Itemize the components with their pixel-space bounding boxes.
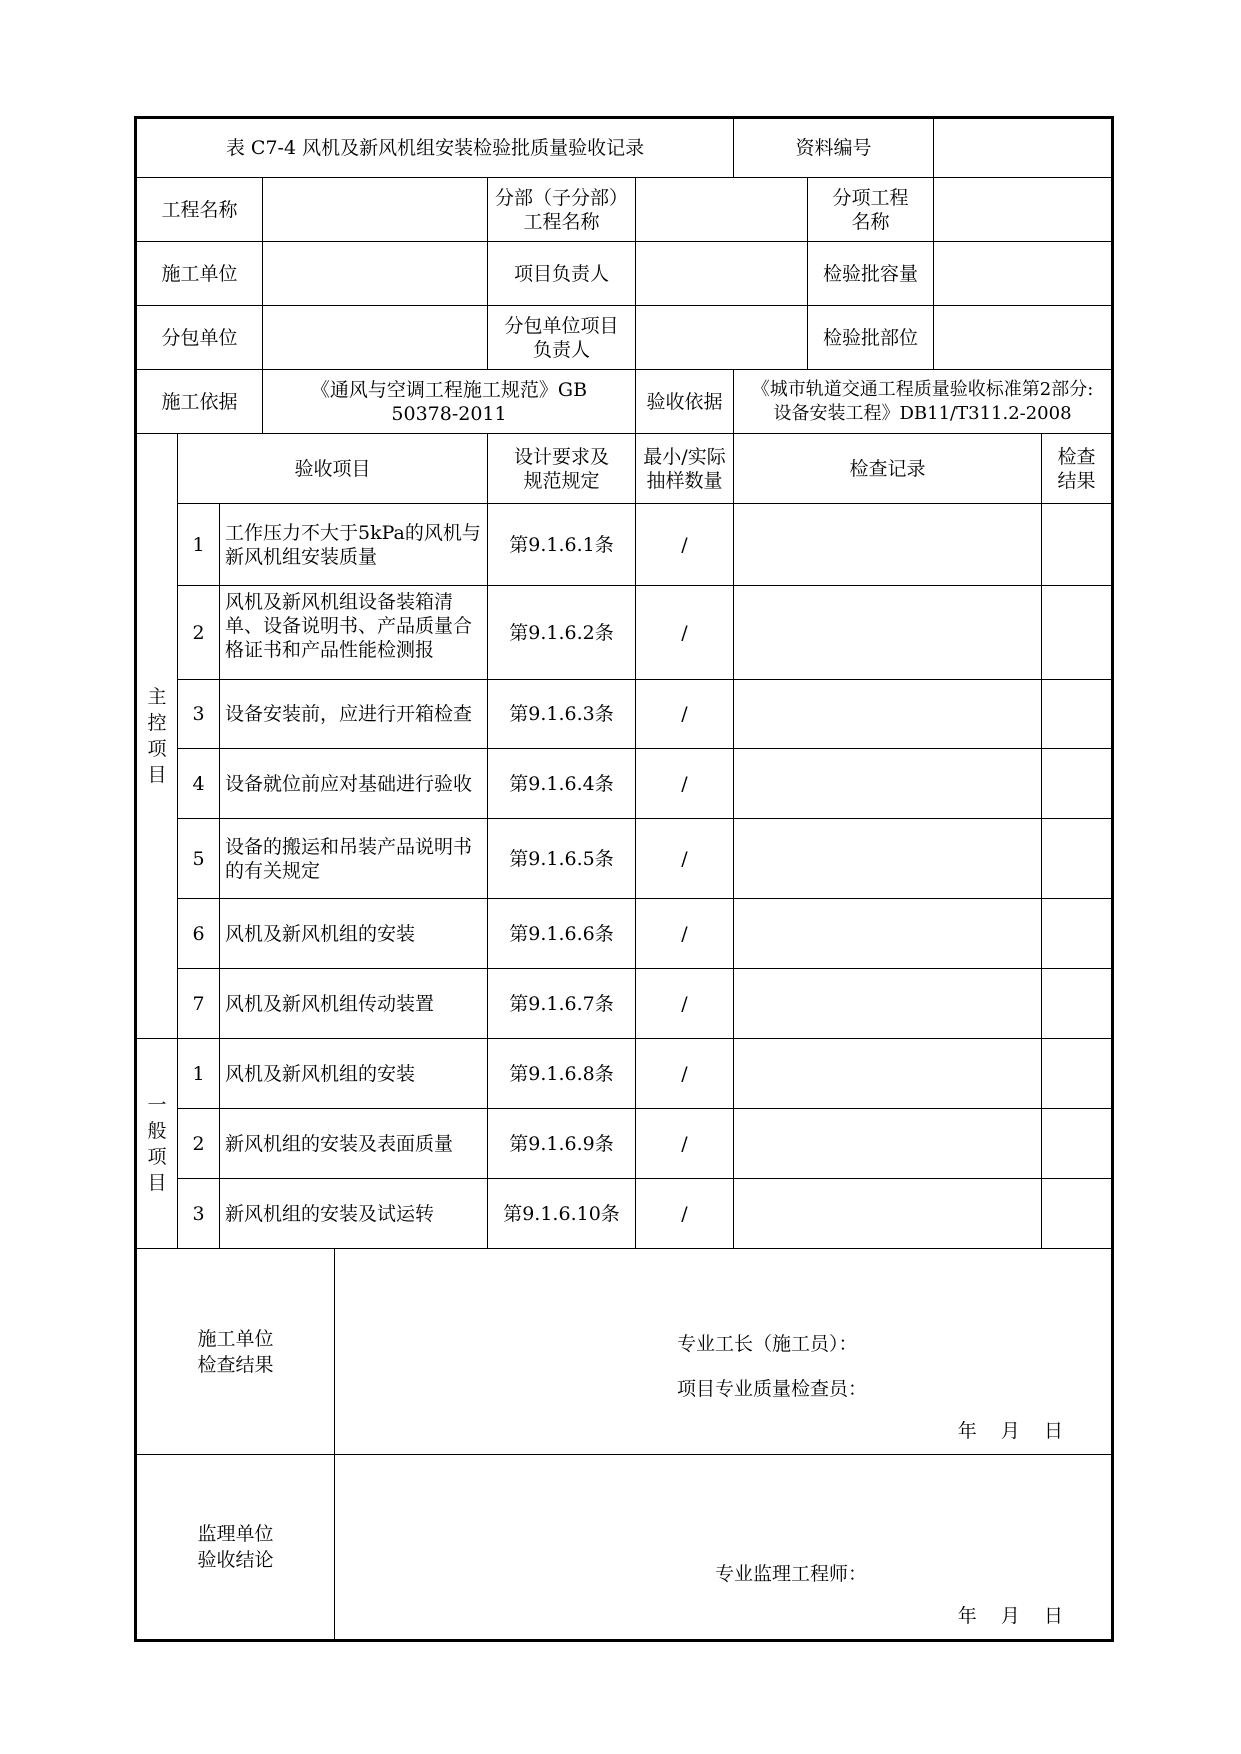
supervisor-check-area[interactable]	[335, 1455, 1113, 1641]
row-result-field[interactable]	[1042, 749, 1113, 819]
row-item-text: 新风机组的安装及表面质量	[220, 1109, 488, 1179]
project-name-label: 工程名称	[136, 178, 263, 242]
row-sample: /	[636, 899, 734, 969]
row-record-field[interactable]	[734, 1109, 1042, 1179]
row-clause: 第9.1.6.5条	[488, 819, 636, 899]
contractor-label: 施工单位	[136, 242, 263, 306]
row-item-text: 风机及新风机组设备装箱清单、设备说明书、产品质量合格证书和产品性能检测报	[220, 586, 488, 680]
general-section-label: 一般项目	[136, 1039, 178, 1249]
row-number: 4	[178, 749, 220, 819]
row-clause: 第9.1.6.4条	[488, 749, 636, 819]
doc-no-label: 资料编号	[734, 118, 934, 178]
row-number: 1	[178, 1039, 220, 1109]
row-item-text: 设备的搬运和吊装产品说明书的有关规定	[220, 819, 488, 899]
project-leader-label: 项目负责人	[488, 242, 636, 306]
table-row	[136, 819, 1113, 899]
row-sample: /	[636, 1179, 734, 1249]
batch-location-label: 检验批部位	[808, 306, 934, 370]
row-result-field[interactable]	[1042, 1109, 1113, 1179]
construction-basis-value: 《通风与空调工程施工规范》GB 50378-2011	[263, 370, 636, 434]
row-clause: 第9.1.6.10条	[488, 1179, 636, 1249]
sub-item-label: 分项工程 名称	[808, 178, 934, 242]
row-result-field[interactable]	[1042, 680, 1113, 749]
col-header-item: 验收项目	[178, 434, 488, 504]
row-number: 2	[178, 586, 220, 680]
contractor-date: 年 月 日	[957, 1419, 1064, 1442]
row-record-field[interactable]	[734, 586, 1042, 680]
row-item-text: 风机及新风机组传动装置	[220, 969, 488, 1039]
row-number: 5	[178, 819, 220, 899]
row-result-field[interactable]	[1042, 819, 1113, 899]
row-result-field[interactable]	[1042, 504, 1113, 586]
row-record-field[interactable]	[734, 969, 1042, 1039]
row-sample: /	[636, 504, 734, 586]
foreman-signature-label: 专业工长（施工员）：	[677, 1332, 858, 1355]
row-record-field[interactable]	[734, 680, 1042, 749]
row-sample: /	[636, 969, 734, 1039]
construction-basis-label: 施工依据	[136, 370, 263, 434]
batch-location-field[interactable]	[934, 306, 1113, 370]
col-header-sample: 最小/实际 抽样数量	[636, 434, 734, 504]
row-result-field[interactable]	[1042, 586, 1113, 680]
sub-item-field[interactable]	[934, 178, 1113, 242]
row-record-field[interactable]	[734, 504, 1042, 586]
table-row	[136, 680, 1113, 749]
row-clause: 第9.1.6.6条	[488, 899, 636, 969]
table-row	[136, 1039, 1113, 1109]
subdivision-field[interactable]	[636, 178, 808, 242]
contractor-field[interactable]	[263, 242, 488, 306]
subdivision-label: 分部（子分部） 工程名称	[488, 178, 636, 242]
row-clause: 第9.1.6.3条	[488, 680, 636, 749]
contractor-check-label: 施工单位 检查结果	[136, 1249, 335, 1455]
table-row	[136, 1109, 1113, 1179]
table-row	[136, 969, 1113, 1039]
row-sample: /	[636, 1039, 734, 1109]
row-number: 3	[178, 680, 220, 749]
row-number: 1	[178, 504, 220, 586]
row-record-field[interactable]	[734, 1179, 1042, 1249]
subcontractor-label: 分包单位	[136, 306, 263, 370]
main-control-section-label: 主控项目	[136, 434, 178, 1039]
row-result-field[interactable]	[1042, 1039, 1113, 1109]
col-header-design: 设计要求及 规范规定	[488, 434, 636, 504]
table-row	[136, 504, 1113, 586]
table-row	[136, 899, 1113, 969]
row-item-text: 新风机组的安装及试运转	[220, 1179, 488, 1249]
row-clause: 第9.1.6.8条	[488, 1039, 636, 1109]
row-number: 6	[178, 899, 220, 969]
supervisor-check-label: 监理单位 验收结论	[136, 1455, 335, 1641]
row-number: 2	[178, 1109, 220, 1179]
project-name-field[interactable]	[263, 178, 488, 242]
contractor-check-area[interactable]	[335, 1249, 1113, 1455]
row-item-text: 设备安装前，应进行开箱检查	[220, 680, 488, 749]
subcontractor-field[interactable]	[263, 306, 488, 370]
form-title: 表 C7-4 风机及新风机组安装检验批质量验收记录	[136, 118, 734, 178]
inspector-signature-label: 项目专业质量检查员：	[677, 1377, 868, 1400]
row-result-field[interactable]	[1042, 1179, 1113, 1249]
batch-capacity-field[interactable]	[934, 242, 1113, 306]
row-item-text: 风机及新风机组的安装	[220, 899, 488, 969]
project-leader-field[interactable]	[636, 242, 808, 306]
row-sample: /	[636, 819, 734, 899]
row-sample: /	[636, 749, 734, 819]
inspection-record-table	[134, 116, 1114, 1642]
sub-leader-label: 分包单位项目 负责人	[488, 306, 636, 370]
batch-capacity-label: 检验批容量	[808, 242, 934, 306]
row-clause: 第9.1.6.7条	[488, 969, 636, 1039]
col-header-result: 检查 结果	[1042, 434, 1113, 504]
table-row	[136, 1179, 1113, 1249]
row-sample: /	[636, 586, 734, 680]
table-row	[136, 749, 1113, 819]
acceptance-basis-value: 《城市轨道交通工程质量验收标准第2部分: 设备安装工程》DB11/T311.2-2008	[734, 370, 1113, 434]
row-result-field[interactable]	[1042, 969, 1113, 1039]
row-record-field[interactable]	[734, 899, 1042, 969]
acceptance-basis-label: 验收依据	[636, 370, 734, 434]
row-item-text: 工作压力不大于5kPa的风机与新风机组安装质量	[220, 504, 488, 586]
row-item-text: 风机及新风机组的安装	[220, 1039, 488, 1109]
row-sample: /	[636, 680, 734, 749]
col-header-record: 检查记录	[734, 434, 1042, 504]
sub-leader-field[interactable]	[636, 306, 808, 370]
table-row	[136, 586, 1113, 680]
row-clause: 第9.1.6.2条	[488, 586, 636, 680]
row-result-field[interactable]	[1042, 899, 1113, 969]
row-number: 3	[178, 1179, 220, 1249]
row-record-field[interactable]	[734, 749, 1042, 819]
row-item-text: 设备就位前应对基础进行验收	[220, 749, 488, 819]
supervisor-date: 年 月 日	[957, 1605, 1064, 1627]
engineer-signature-label: 专业监理工程师：	[715, 1563, 868, 1585]
doc-no-field[interactable]	[934, 118, 1113, 178]
row-number: 7	[178, 969, 220, 1039]
row-sample: /	[636, 1109, 734, 1179]
row-clause: 第9.1.6.1条	[488, 504, 636, 586]
row-record-field[interactable]	[734, 1039, 1042, 1109]
row-clause: 第9.1.6.9条	[488, 1109, 636, 1179]
row-record-field[interactable]	[734, 819, 1042, 899]
